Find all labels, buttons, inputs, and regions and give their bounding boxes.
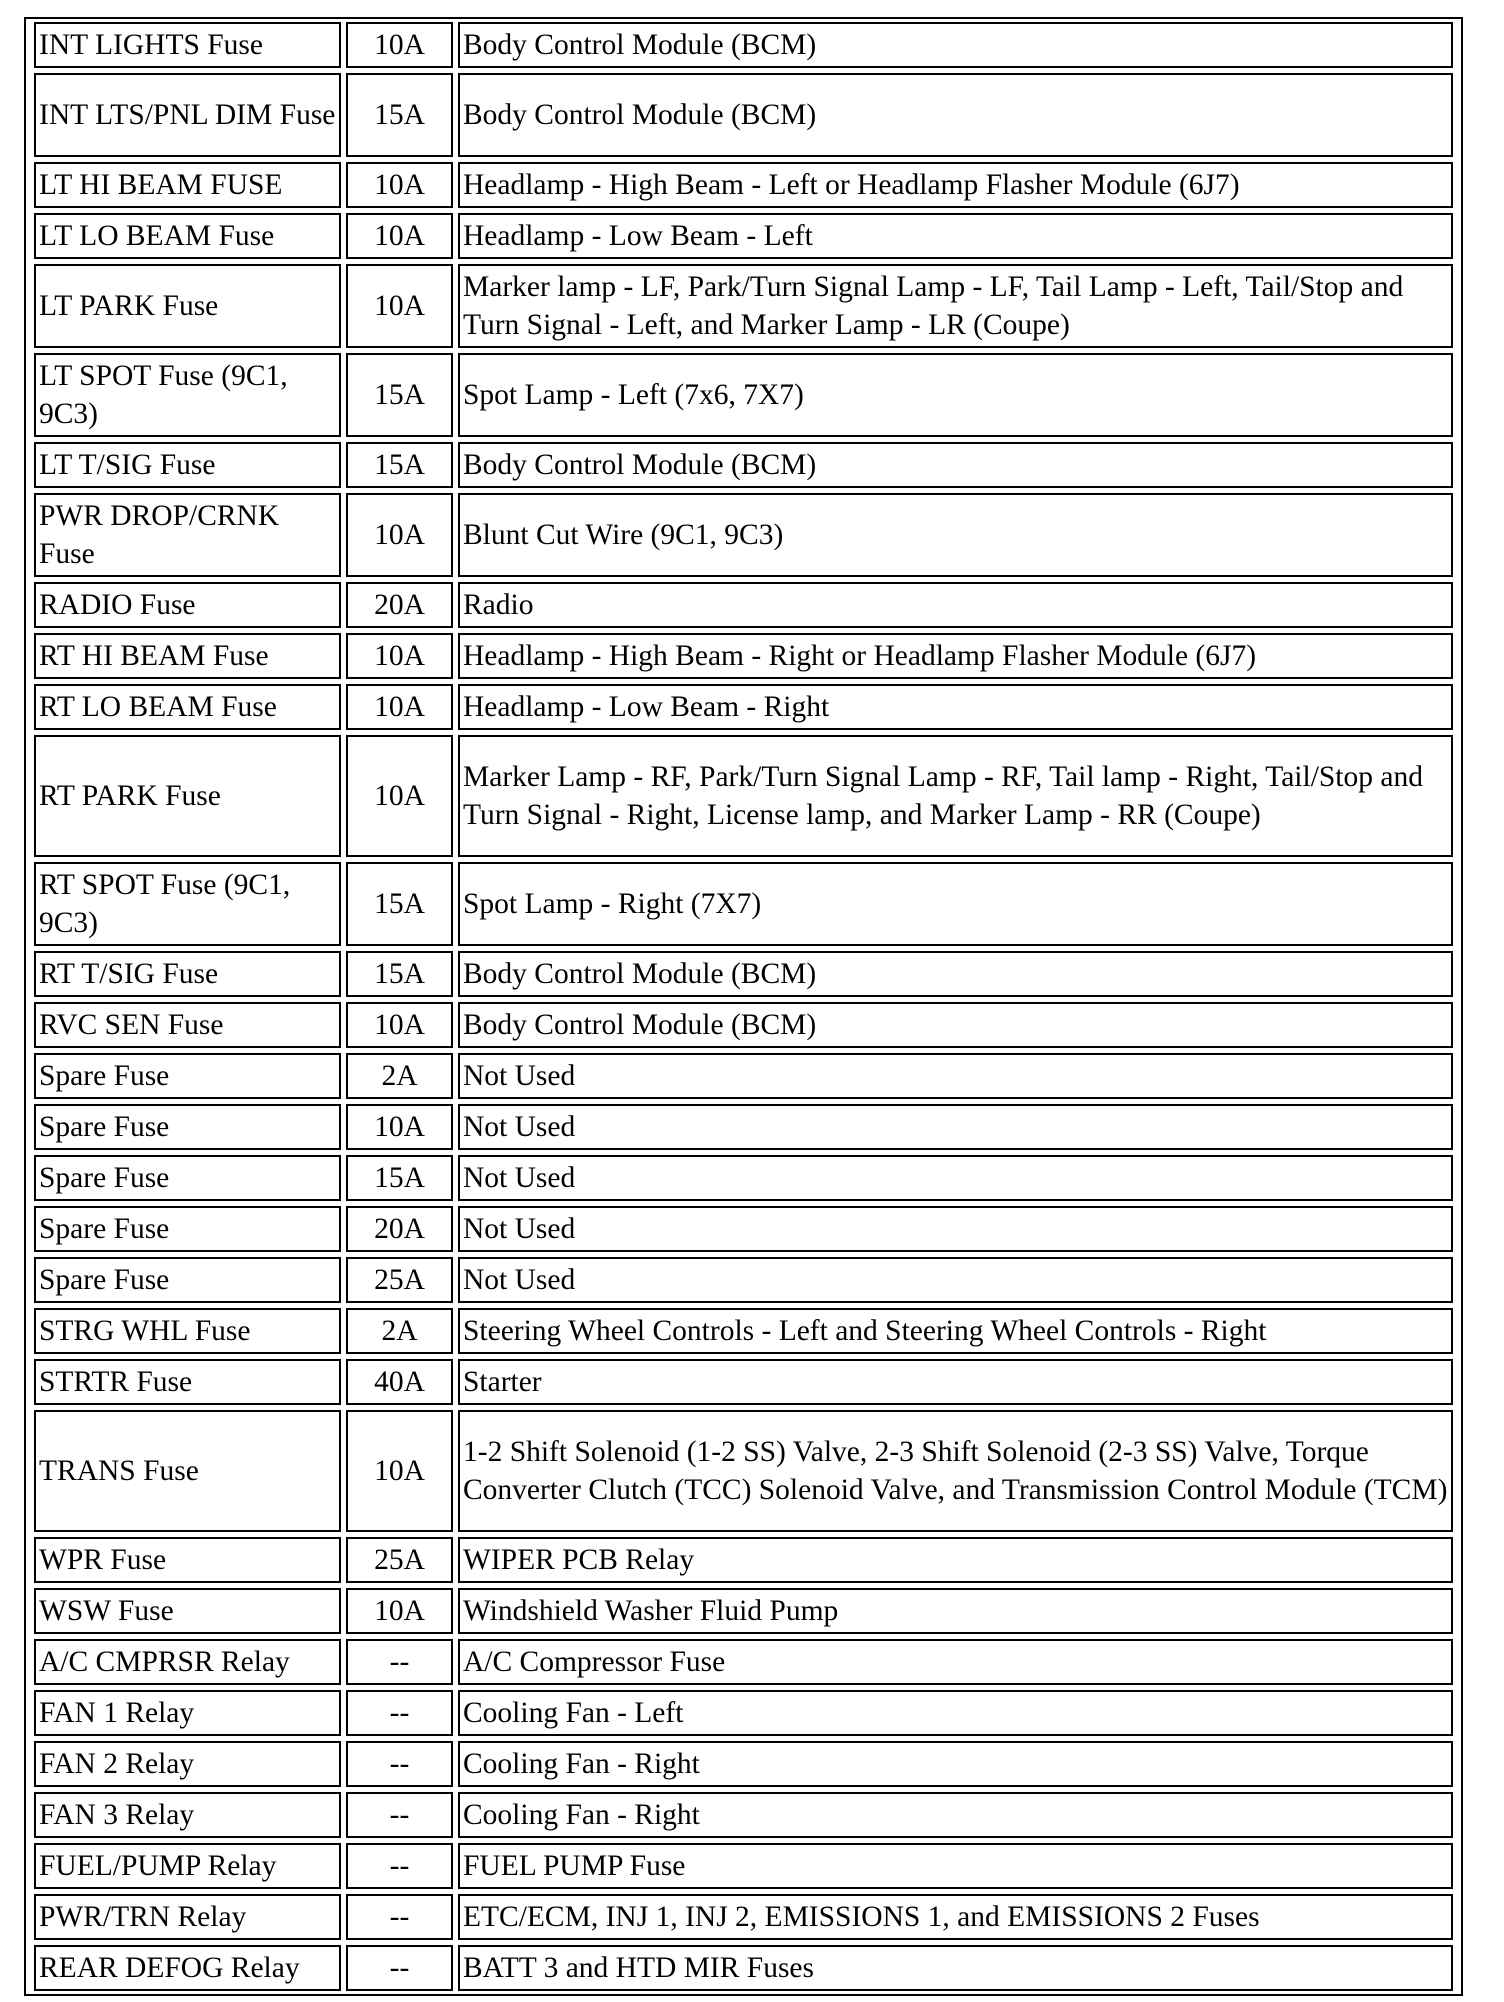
fuse-name-cell: WPR Fuse: [34, 1537, 341, 1583]
fuse-name-cell: FAN 1 Relay: [34, 1690, 341, 1736]
circuit-description-cell: Blunt Cut Wire (9C1, 9C3): [458, 493, 1453, 577]
amperage-cell: 15A: [346, 353, 453, 437]
circuit-description-cell: Headlamp - High Beam - Left or Headlamp Flasher Module (6J7): [458, 162, 1453, 208]
table-row: [34, 1206, 1453, 1252]
circuit-description-cell: ETC/ECM, INJ 1, INJ 2, EMISSIONS 1, and EMISSIONS 2 Fuses: [458, 1894, 1453, 1940]
circuit-description-cell: Starter: [458, 1359, 1453, 1405]
amperage-cell: 10A: [346, 1410, 453, 1532]
fuse-name-cell: FAN 3 Relay: [34, 1792, 341, 1838]
circuit-description-cell: Cooling Fan - Left: [458, 1690, 1453, 1736]
table-row: [34, 582, 1453, 628]
amperage-cell: --: [346, 1894, 453, 1940]
amperage-cell: 10A: [346, 162, 453, 208]
fuse-name-cell: STRTR Fuse: [34, 1359, 341, 1405]
circuit-description-cell: WIPER PCB Relay: [458, 1537, 1453, 1583]
circuit-description-cell: Headlamp - Low Beam - Left: [458, 213, 1453, 259]
table-row: [34, 1410, 1453, 1532]
fuse-name-cell: WSW Fuse: [34, 1588, 341, 1634]
table-row: [34, 1359, 1453, 1405]
fuse-name-cell: RVC SEN Fuse: [34, 1002, 341, 1048]
table-row: [34, 1257, 1453, 1303]
amperage-cell: 15A: [346, 73, 453, 157]
table-row: [34, 633, 1453, 679]
circuit-description-cell: Cooling Fan - Right: [458, 1741, 1453, 1787]
table-row: [34, 1537, 1453, 1583]
amperage-cell: 15A: [346, 951, 453, 997]
amperage-cell: 10A: [346, 735, 453, 857]
fuse-table-frame: [24, 17, 1463, 1996]
table-row: [34, 1308, 1453, 1354]
table-row: [34, 862, 1453, 946]
amperage-cell: 10A: [346, 22, 453, 68]
table-row: [34, 1104, 1453, 1150]
circuit-description-cell: A/C Compressor Fuse: [458, 1639, 1453, 1685]
table-row: [34, 735, 1453, 857]
fuse-name-cell: LT T/SIG Fuse: [34, 442, 341, 488]
fuse-name-cell: Spare Fuse: [34, 1104, 341, 1150]
fuse-name-cell: PWR DROP/CRNK Fuse: [34, 493, 341, 577]
fuse-name-cell: INT LIGHTS Fuse: [34, 22, 341, 68]
amperage-cell: 2A: [346, 1308, 453, 1354]
fuse-name-cell: PWR/TRN Relay: [34, 1894, 341, 1940]
fuse-name-cell: A/C CMPRSR Relay: [34, 1639, 341, 1685]
amperage-cell: 10A: [346, 493, 453, 577]
fuse-name-cell: LT HI BEAM FUSE: [34, 162, 341, 208]
amperage-cell: --: [346, 1690, 453, 1736]
fuse-name-cell: Spare Fuse: [34, 1053, 341, 1099]
table-row: [34, 1002, 1453, 1048]
fuse-name-cell: RADIO Fuse: [34, 582, 341, 628]
table-row: [34, 162, 1453, 208]
table-row: [34, 1894, 1453, 1940]
amperage-cell: --: [346, 1639, 453, 1685]
circuit-description-cell: Not Used: [458, 1155, 1453, 1201]
table-row: [34, 73, 1453, 157]
fuse-name-cell: STRG WHL Fuse: [34, 1308, 341, 1354]
circuit-description-cell: Spot Lamp - Right (7X7): [458, 862, 1453, 946]
fuse-name-cell: FUEL/PUMP Relay: [34, 1843, 341, 1889]
table-row: [34, 1843, 1453, 1889]
table-row: [34, 951, 1453, 997]
table-row: [34, 264, 1453, 348]
amperage-cell: 10A: [346, 264, 453, 348]
circuit-description-cell: Radio: [458, 582, 1453, 628]
fuse-name-cell: Spare Fuse: [34, 1155, 341, 1201]
amperage-cell: 10A: [346, 1588, 453, 1634]
fuse-name-cell: LT PARK Fuse: [34, 264, 341, 348]
circuit-description-cell: Body Control Module (BCM): [458, 442, 1453, 488]
table-row: [34, 493, 1453, 577]
fuse-table: [29, 17, 1458, 1996]
table-row: [34, 1639, 1453, 1685]
amperage-cell: --: [346, 1792, 453, 1838]
amperage-cell: 10A: [346, 633, 453, 679]
circuit-description-cell: Not Used: [458, 1257, 1453, 1303]
circuit-description-cell: Marker lamp - LF, Park/Turn Signal Lamp - LF, Tail Lamp - Left, Tail/Stop and Turn Signal - Left, and Marker Lamp - LR (Coupe): [458, 264, 1453, 348]
circuit-description-cell: 1-2 Shift Solenoid (1-2 SS) Valve, 2-3 Shift Solenoid (2-3 SS) Valve, Torque Converter Clutch (TCC) Solenoid Valve, and Transmission Control Module (TCM): [458, 1410, 1453, 1532]
fuse-name-cell: INT LTS/PNL DIM Fuse: [34, 73, 341, 157]
circuit-description-cell: Body Control Module (BCM): [458, 73, 1453, 157]
circuit-description-cell: Windshield Washer Fluid Pump: [458, 1588, 1453, 1634]
table-row: [34, 684, 1453, 730]
amperage-cell: 15A: [346, 442, 453, 488]
table-row: [34, 1053, 1453, 1099]
amperage-cell: 10A: [346, 213, 453, 259]
amperage-cell: 20A: [346, 1206, 453, 1252]
fuse-name-cell: Spare Fuse: [34, 1206, 341, 1252]
circuit-description-cell: Not Used: [458, 1053, 1453, 1099]
amperage-cell: 2A: [346, 1053, 453, 1099]
circuit-description-cell: Cooling Fan - Right: [458, 1792, 1453, 1838]
circuit-description-cell: Not Used: [458, 1206, 1453, 1252]
fuse-name-cell: TRANS Fuse: [34, 1410, 341, 1532]
circuit-description-cell: Headlamp - Low Beam - Right: [458, 684, 1453, 730]
fuse-name-cell: FAN 2 Relay: [34, 1741, 341, 1787]
table-row: [34, 1741, 1453, 1787]
table-row: [34, 353, 1453, 437]
table-row: [34, 1945, 1453, 1991]
amperage-cell: 10A: [346, 1002, 453, 1048]
amperage-cell: 20A: [346, 582, 453, 628]
fuse-name-cell: REAR DEFOG Relay: [34, 1945, 341, 1991]
circuit-description-cell: Body Control Module (BCM): [458, 951, 1453, 997]
amperage-cell: 15A: [346, 1155, 453, 1201]
amperage-cell: --: [346, 1945, 453, 1991]
circuit-description-cell: Spot Lamp - Left (7x6, 7X7): [458, 353, 1453, 437]
amperage-cell: 25A: [346, 1537, 453, 1583]
fuse-name-cell: Spare Fuse: [34, 1257, 341, 1303]
circuit-description-cell: Body Control Module (BCM): [458, 1002, 1453, 1048]
fuse-name-cell: LT SPOT Fuse (9C1, 9C3): [34, 353, 341, 437]
fuse-name-cell: RT PARK Fuse: [34, 735, 341, 857]
amperage-cell: 10A: [346, 684, 453, 730]
table-row: [34, 1155, 1453, 1201]
circuit-description-cell: BATT 3 and HTD MIR Fuses: [458, 1945, 1453, 1991]
table-row: [34, 1690, 1453, 1736]
circuit-description-cell: Body Control Module (BCM): [458, 22, 1453, 68]
amperage-cell: 10A: [346, 1104, 453, 1150]
circuit-description-cell: Headlamp - High Beam - Right or Headlamp Flasher Module (6J7): [458, 633, 1453, 679]
amperage-cell: 25A: [346, 1257, 453, 1303]
table-row: [34, 213, 1453, 259]
amperage-cell: --: [346, 1843, 453, 1889]
amperage-cell: 15A: [346, 862, 453, 946]
table-row: [34, 442, 1453, 488]
circuit-description-cell: Marker Lamp - RF, Park/Turn Signal Lamp - RF, Tail lamp - Right, Tail/Stop and Turn Signal - Right, License lamp, and Marker Lamp - RR (Coupe): [458, 735, 1453, 857]
fuse-name-cell: RT HI BEAM Fuse: [34, 633, 341, 679]
circuit-description-cell: Steering Wheel Controls - Left and Steering Wheel Controls - Right: [458, 1308, 1453, 1354]
table-row: [34, 22, 1453, 68]
fuse-name-cell: LT LO BEAM Fuse: [34, 213, 341, 259]
table-row: [34, 1792, 1453, 1838]
amperage-cell: 40A: [346, 1359, 453, 1405]
table-row: [34, 1588, 1453, 1634]
amperage-cell: --: [346, 1741, 453, 1787]
fuse-name-cell: RT SPOT Fuse (9C1, 9C3): [34, 862, 341, 946]
fuse-name-cell: RT T/SIG Fuse: [34, 951, 341, 997]
circuit-description-cell: FUEL PUMP Fuse: [458, 1843, 1453, 1889]
fuse-name-cell: RT LO BEAM Fuse: [34, 684, 341, 730]
circuit-description-cell: Not Used: [458, 1104, 1453, 1150]
